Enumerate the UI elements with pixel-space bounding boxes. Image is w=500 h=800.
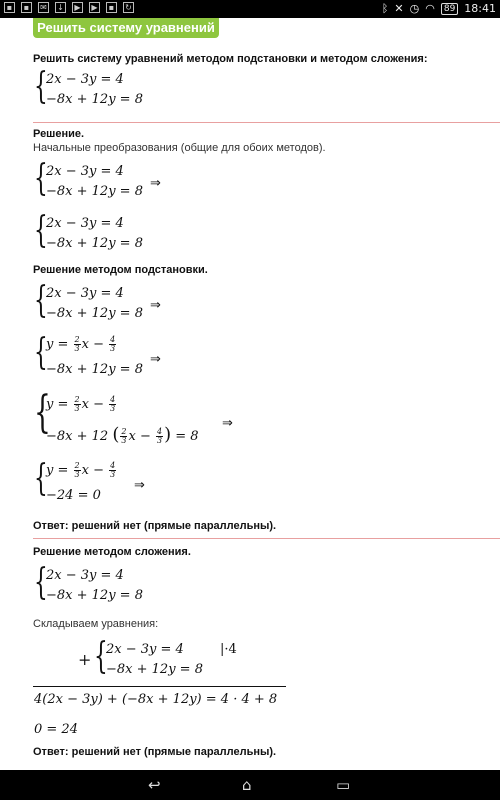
equation-2: −8x + 12 ( $\frac{2}{3}$ x − $\frac{4}{3}$ ) = 8 xyxy=(46,424,199,445)
clock: 18:41 xyxy=(464,2,496,15)
adding-label: Складываем уравнения: xyxy=(33,618,159,630)
battery-indicator: 89 xyxy=(441,3,458,15)
mute-icon: ✕ xyxy=(394,2,404,15)
equation-1: 2x − 3y = 4 xyxy=(46,164,124,179)
brace: { xyxy=(34,158,48,199)
equation-2: −8x + 12y = 8 xyxy=(46,362,143,377)
implies-arrow: ⇒ xyxy=(134,478,145,493)
equation-2: −8x + 12y = 8 xyxy=(46,588,143,603)
mail-icon: ✉ xyxy=(38,2,49,13)
equation-1: 2x − 3y = 4 xyxy=(46,72,124,87)
brace: { xyxy=(34,458,48,499)
brace: { xyxy=(34,562,48,603)
fraction: $\frac{2}{3}$ xyxy=(74,395,80,413)
brace: { xyxy=(94,636,108,677)
download-icon: ↓ xyxy=(55,2,66,13)
notification-icon: ▪ xyxy=(4,2,15,13)
implies-arrow: ⇒ xyxy=(222,416,233,431)
fraction: $\frac{4}{3}$ xyxy=(110,461,116,479)
fraction: $\frac{2}{3}$ xyxy=(74,335,80,353)
equation-2: −8x + 12y = 8 xyxy=(106,662,203,677)
alarm-icon: ◷ xyxy=(409,2,420,15)
implies-arrow: ⇒ xyxy=(150,176,161,191)
y-equals: y = xyxy=(46,337,69,352)
addition-answer: Ответ: решений нет (прямые параллельны). xyxy=(33,746,277,758)
solution-title: Решение. xyxy=(33,128,85,140)
fraction: $\frac{4}{3}$ xyxy=(110,395,116,413)
task-heading: Решить систему уравнений методом подстановки и методом сложения: xyxy=(33,53,428,65)
system-status xyxy=(382,2,496,15)
equation-2: −24 = 0 xyxy=(46,488,101,503)
equation-2: −8x + 12y = 8 xyxy=(46,236,143,251)
equation-2: −8x + 12y = 8 xyxy=(46,92,143,107)
equation-2: −8x + 12y = 8 xyxy=(46,184,143,199)
wifi-icon: ◠ xyxy=(425,2,435,15)
fraction: $\frac{2}{3}$ xyxy=(74,461,80,479)
brace: { xyxy=(34,210,48,251)
equation-1: 2x − 3y = 4 xyxy=(46,568,124,583)
equation-1: y = $\frac{2}{3}$ x − $\frac{4}{3}$ xyxy=(46,335,116,353)
implies-arrow: ⇒ xyxy=(150,352,161,367)
home-icon[interactable]: ⌂ xyxy=(242,776,252,794)
addition-title: Решение методом сложения. xyxy=(33,546,191,558)
implies-arrow: ⇒ xyxy=(150,298,161,313)
equation-1: y = $\frac{2}{3}$ x − $\frac{4}{3}$ xyxy=(46,461,116,479)
pin-icon: ▪ xyxy=(106,2,117,13)
equation-1: 2x − 3y = 4 xyxy=(106,642,184,657)
equation-1: y = $\frac{2}{3}$ x − $\frac{4}{3}$ xyxy=(46,395,116,413)
fraction: $\frac{4}{3}$ xyxy=(157,427,163,445)
substitution-answer: Ответ: решений нет (прямые параллельны). xyxy=(33,520,277,532)
fraction: $\frac{4}{3}$ xyxy=(110,335,116,353)
notification-icons xyxy=(4,2,134,13)
brace: { xyxy=(34,387,51,438)
equation-2: −8x + 12y = 8 xyxy=(46,306,143,321)
substitution-title: Решение методом подстановки. xyxy=(33,264,208,276)
recent-apps-icon[interactable]: ▭ xyxy=(336,776,351,794)
brace: { xyxy=(34,332,48,373)
fraction: $\frac{2}{3}$ xyxy=(121,427,127,445)
solution-intro: Начальные преобразования (общие для обоих методов). xyxy=(33,142,326,154)
status-bar xyxy=(0,0,500,18)
play-icon: ▶ xyxy=(89,2,100,13)
refresh-icon: ↻ xyxy=(123,2,134,13)
result-equation: 0 = 24 xyxy=(34,722,78,737)
page-content xyxy=(0,18,500,770)
divider xyxy=(33,538,500,539)
back-icon[interactable]: ↩ xyxy=(148,776,161,794)
equation-1: 2x − 3y = 4 xyxy=(46,216,124,231)
bluetooth-icon: ᛒ xyxy=(381,2,389,15)
navigation-bar xyxy=(0,770,500,800)
plus-sign: + xyxy=(78,650,92,669)
solve-system-button[interactable]: Решить систему уравнений xyxy=(33,18,219,38)
brace: { xyxy=(34,66,48,107)
sum-underline xyxy=(33,686,286,687)
divider xyxy=(33,122,500,123)
sum-equation: 4(2x − 3y) + (−8x + 12y) = 4 · 4 + 8 xyxy=(34,692,278,707)
play-icon: ▶ xyxy=(72,2,83,13)
equation-1: 2x − 3y = 4 xyxy=(46,286,124,301)
multiplier: |·4 xyxy=(220,642,237,657)
image-icon: ▪ xyxy=(21,2,32,13)
brace: { xyxy=(34,280,48,321)
